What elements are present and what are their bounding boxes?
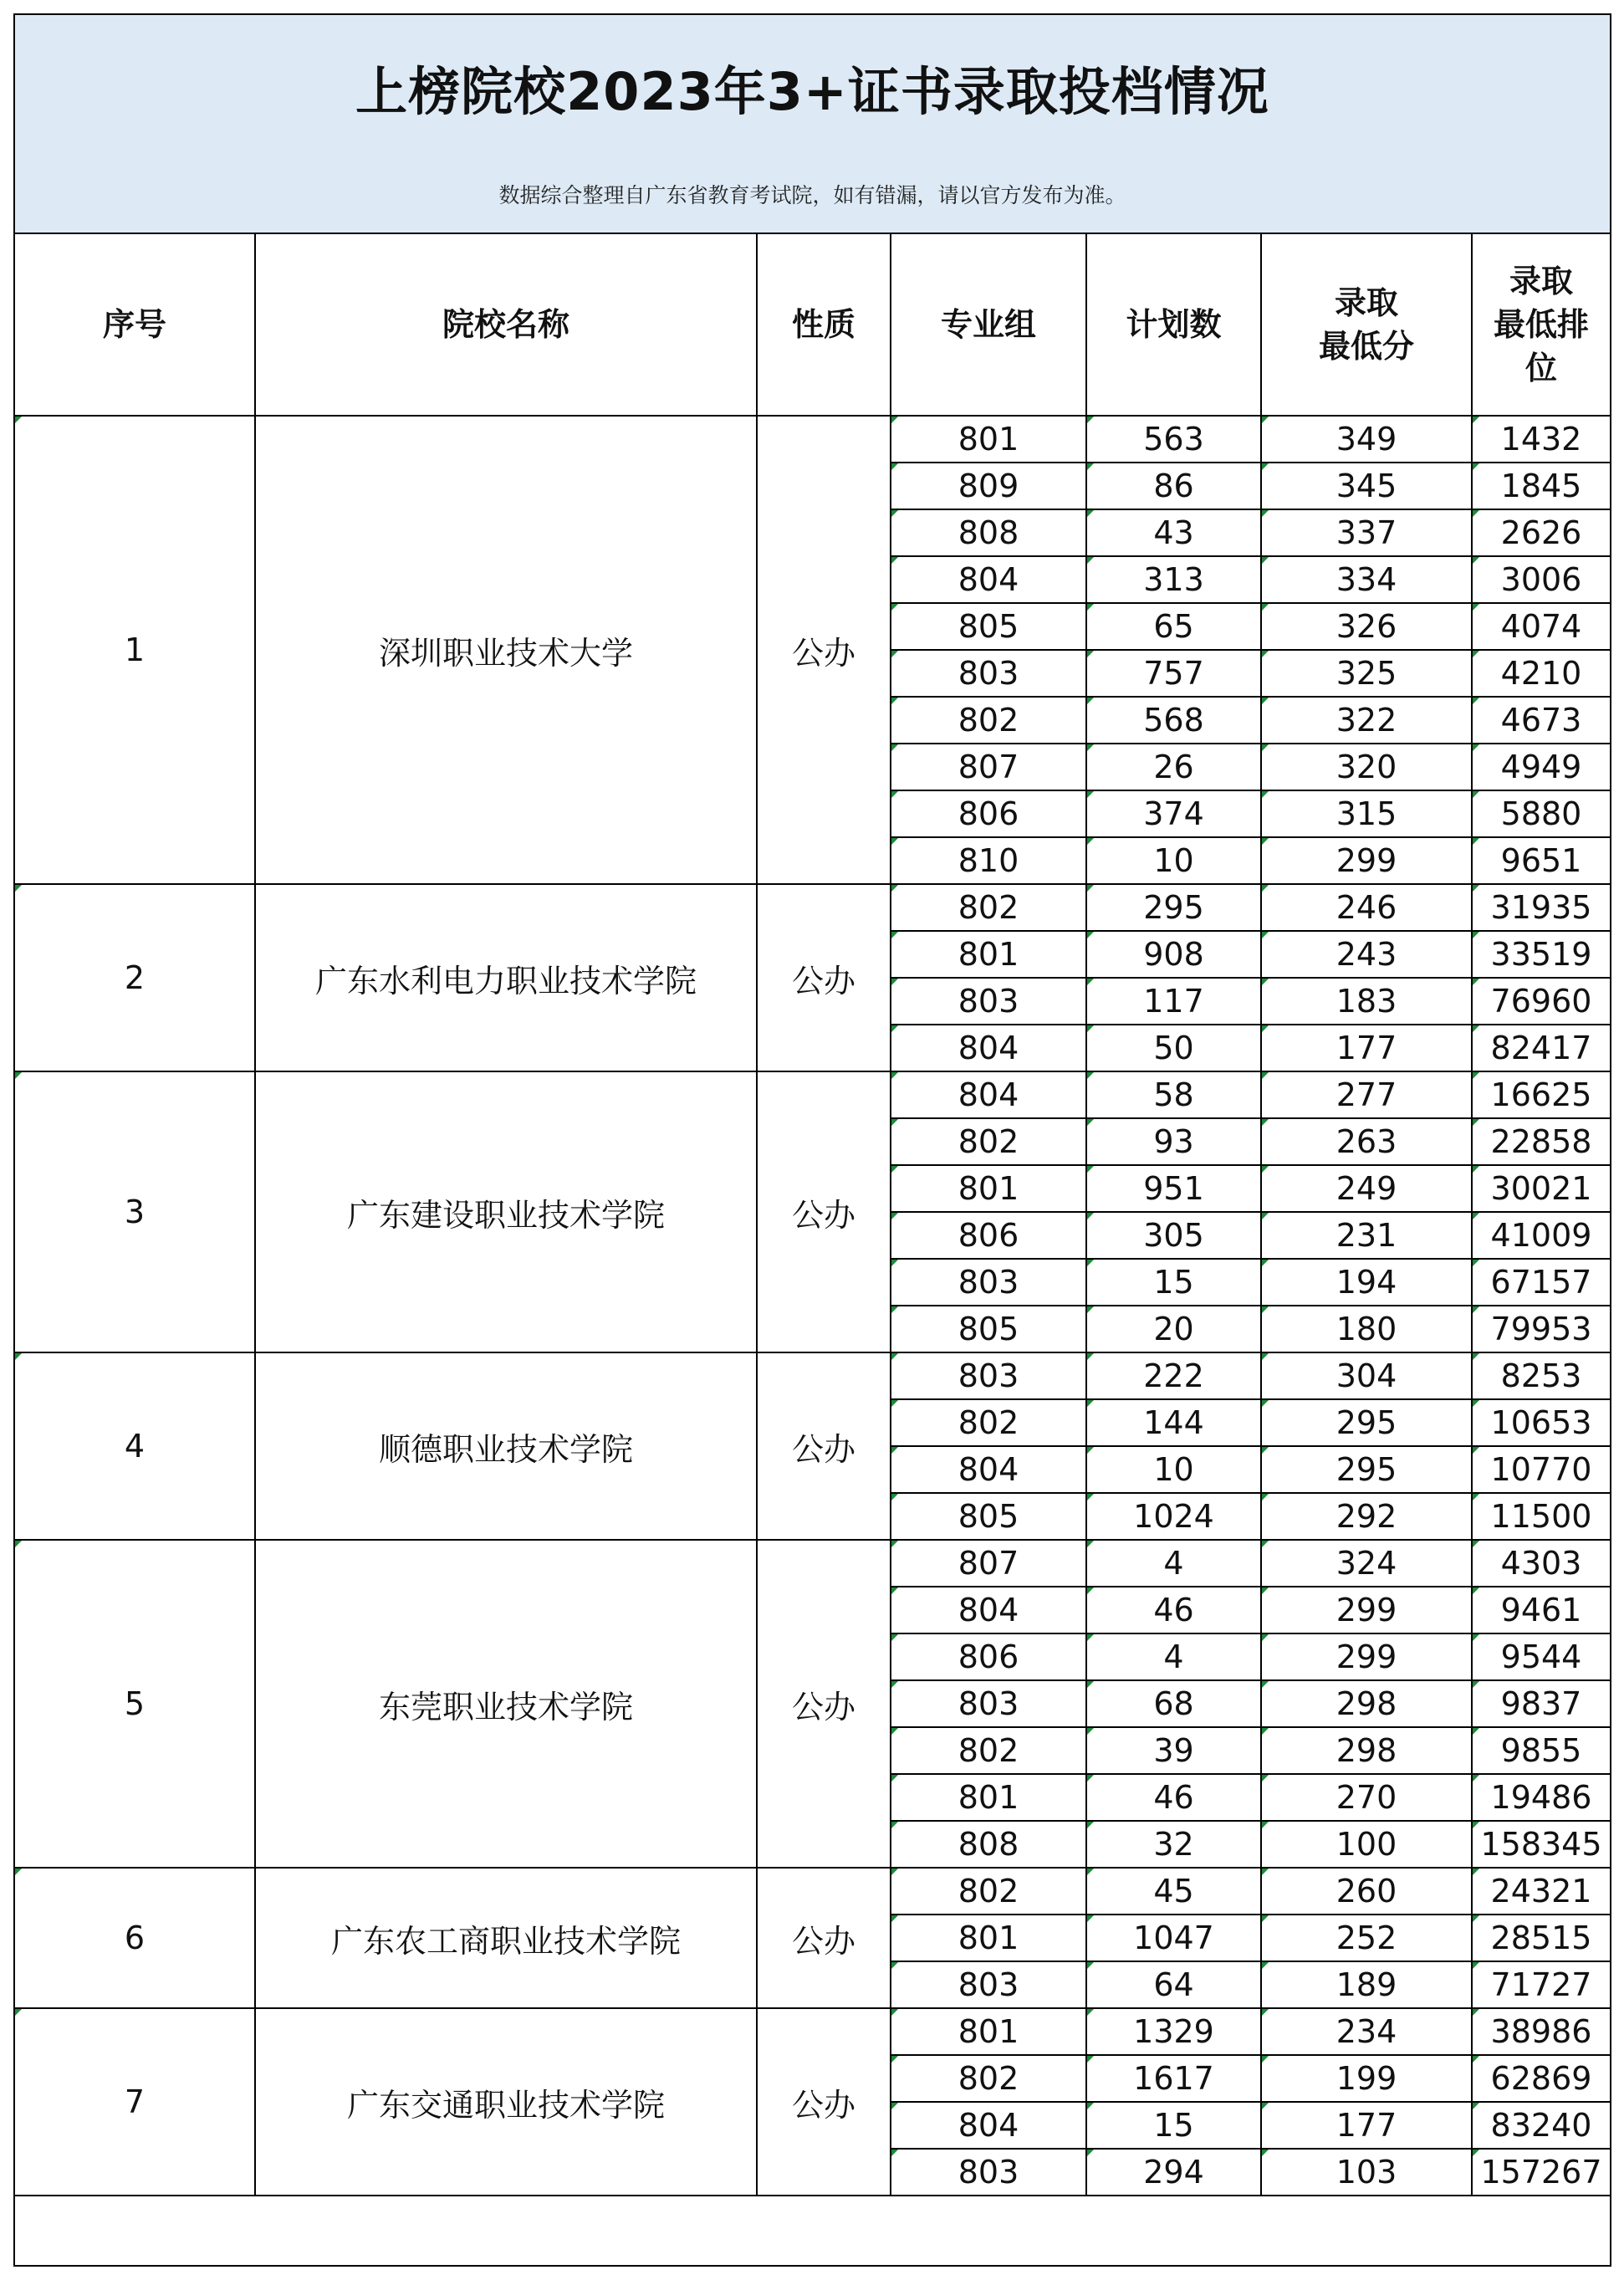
admission-sheet [13,13,1611,2267]
school-name: 顺德职业技术学院 [255,1352,757,1540]
min-rank: 5880 [1472,790,1610,837]
min-score: 349 [1261,416,1472,463]
plan-count: 15 [1086,2102,1261,2149]
school-name: 广东水利电力职业技术学院 [255,884,757,1071]
min-rank: 30021 [1472,1165,1610,1212]
min-score: 345 [1261,463,1472,509]
major-group: 805 [891,603,1086,650]
school-index: 7 [15,2008,255,2196]
min-score: 231 [1261,1212,1472,1259]
min-score: 304 [1261,1352,1472,1399]
min-rank: 11500 [1472,1493,1610,1540]
col-header-group: 专业组 [891,234,1086,416]
school-type: 公办 [757,416,891,884]
min-score: 325 [1261,650,1472,697]
major-group: 803 [891,1680,1086,1727]
plan-count: 26 [1086,744,1261,790]
major-group: 803 [891,1352,1086,1399]
plan-count: 313 [1086,556,1261,603]
plan-count: 32 [1086,1821,1261,1868]
plan-count: 144 [1086,1399,1261,1446]
min-score: 246 [1261,884,1472,931]
min-score: 260 [1261,1868,1472,1915]
school-index: 4 [15,1352,255,1540]
min-rank: 4949 [1472,744,1610,790]
plan-count: 46 [1086,1774,1261,1821]
plan-count: 45 [1086,1868,1261,1915]
plan-count: 295 [1086,884,1261,931]
min-score: 324 [1261,1540,1472,1587]
major-group: 803 [891,650,1086,697]
plan-count: 64 [1086,1961,1261,2008]
major-group: 806 [891,1212,1086,1259]
major-group: 804 [891,556,1086,603]
min-score: 295 [1261,1399,1472,1446]
min-rank: 71727 [1472,1961,1610,2008]
min-score: 270 [1261,1774,1472,1821]
school-type: 公办 [757,1868,891,2008]
min-rank: 28515 [1472,1915,1610,1961]
plan-count: 1617 [1086,2055,1261,2102]
major-group: 804 [891,1071,1086,1118]
major-group: 808 [891,1821,1086,1868]
min-score: 183 [1261,978,1472,1025]
min-rank: 38986 [1472,2008,1610,2055]
min-rank: 31935 [1472,884,1610,931]
col-header-school: 院校名称 [255,234,757,416]
plan-count: 20 [1086,1306,1261,1352]
min-score: 298 [1261,1680,1472,1727]
major-group: 802 [891,884,1086,931]
min-score: 322 [1261,697,1472,744]
min-score: 299 [1261,1587,1472,1633]
min-rank: 157267 [1472,2149,1610,2196]
table-row [15,2008,1610,2055]
major-group: 806 [891,790,1086,837]
major-group: 801 [891,1165,1086,1212]
min-rank: 83240 [1472,2102,1610,2149]
min-score: 103 [1261,2149,1472,2196]
table-row [15,1540,1610,1587]
plan-count: 10 [1086,1446,1261,1493]
plan-count: 294 [1086,2149,1261,2196]
school-index: 2 [15,884,255,1071]
plan-count: 117 [1086,978,1261,1025]
min-rank: 4210 [1472,650,1610,697]
min-score: 252 [1261,1915,1472,1961]
plan-count: 4 [1086,1633,1261,1680]
major-group: 802 [891,1118,1086,1165]
plan-count: 50 [1086,1025,1261,1071]
min-rank: 4673 [1472,697,1610,744]
school-type: 公办 [757,884,891,1071]
min-rank: 4303 [1472,1540,1610,1587]
major-group: 809 [891,463,1086,509]
major-group: 805 [891,1306,1086,1352]
min-rank: 8253 [1472,1352,1610,1399]
plan-count: 46 [1086,1587,1261,1633]
major-group: 803 [891,978,1086,1025]
col-header-type: 性质 [757,234,891,416]
plan-count: 1024 [1086,1493,1261,1540]
plan-count: 1329 [1086,2008,1261,2055]
min-score: 199 [1261,2055,1472,2102]
major-group: 806 [891,1633,1086,1680]
min-rank: 1845 [1472,463,1610,509]
plan-count: 563 [1086,416,1261,463]
min-score: 100 [1261,1821,1472,1868]
major-group: 801 [891,416,1086,463]
min-rank: 3006 [1472,556,1610,603]
plan-count: 374 [1086,790,1261,837]
min-rank: 4074 [1472,603,1610,650]
school-name: 深圳职业技术大学 [255,416,757,884]
min-rank: 76960 [1472,978,1610,1025]
min-rank: 1432 [1472,416,1610,463]
plan-count: 305 [1086,1212,1261,1259]
major-group: 801 [891,1915,1086,1961]
min-score: 326 [1261,603,1472,650]
min-score: 292 [1261,1493,1472,1540]
min-rank: 9651 [1472,837,1610,884]
min-rank: 16625 [1472,1071,1610,1118]
major-group: 801 [891,931,1086,978]
plan-count: 39 [1086,1727,1261,1774]
school-name: 广东农工商职业技术学院 [255,1868,757,2008]
min-rank: 2626 [1472,509,1610,556]
school-name: 东莞职业技术学院 [255,1540,757,1868]
min-score: 295 [1261,1446,1472,1493]
min-score: 315 [1261,790,1472,837]
plan-count: 68 [1086,1680,1261,1727]
min-score: 334 [1261,556,1472,603]
major-group: 805 [891,1493,1086,1540]
min-rank: 24321 [1472,1868,1610,1915]
header-banner [15,15,1610,234]
min-score: 189 [1261,1961,1472,2008]
major-group: 802 [891,1727,1086,1774]
min-score: 177 [1261,2102,1472,2149]
col-header-min-score: 录取 最低分 [1261,234,1472,416]
plan-count: 86 [1086,463,1261,509]
page-title: 上榜院校2023年3+证书录取投档情况 [355,61,1269,122]
plan-count: 58 [1086,1071,1261,1118]
col-header-index: 序号 [15,234,255,416]
min-score: 180 [1261,1306,1472,1352]
school-type: 公办 [757,1352,891,1540]
major-group: 804 [891,1587,1086,1633]
school-name: 广东建设职业技术学院 [255,1071,757,1352]
admission-table [15,234,1610,2196]
table-body [15,416,1610,2196]
table-row [15,1868,1610,1915]
major-group: 801 [891,2008,1086,2055]
min-score: 298 [1261,1727,1472,1774]
major-group: 802 [891,2055,1086,2102]
source-note: 数据综合整理自广东省教育考试院，如有错漏，请以官方发布为准。 [498,183,1126,207]
min-score: 320 [1261,744,1472,790]
min-score: 277 [1261,1071,1472,1118]
major-group: 802 [891,1868,1086,1915]
min-rank: 79953 [1472,1306,1610,1352]
min-rank: 10653 [1472,1399,1610,1446]
school-index: 5 [15,1540,255,1868]
major-group: 802 [891,1399,1086,1446]
min-score: 249 [1261,1165,1472,1212]
min-score: 177 [1261,1025,1472,1071]
school-index: 6 [15,1868,255,2008]
school-name: 广东交通职业技术学院 [255,2008,757,2196]
major-group: 801 [891,1774,1086,1821]
major-group: 802 [891,697,1086,744]
min-rank: 158345 [1472,1821,1610,1868]
plan-count: 568 [1086,697,1261,744]
plan-count: 65 [1086,603,1261,650]
table-row [15,1071,1610,1118]
min-rank: 82417 [1472,1025,1610,1071]
plan-count: 757 [1086,650,1261,697]
school-type: 公办 [757,1540,891,1868]
plan-count: 10 [1086,837,1261,884]
min-score: 243 [1261,931,1472,978]
header-row [15,234,1610,416]
min-score: 234 [1261,2008,1472,2055]
min-rank: 67157 [1472,1259,1610,1306]
plan-count: 93 [1086,1118,1261,1165]
min-rank: 62869 [1472,2055,1610,2102]
major-group: 803 [891,2149,1086,2196]
major-group: 808 [891,509,1086,556]
plan-count: 1047 [1086,1915,1261,1961]
col-header-min-rank: 录取 最低排 位 [1472,234,1610,416]
min-rank: 9461 [1472,1587,1610,1633]
min-score: 194 [1261,1259,1472,1306]
min-rank: 10770 [1472,1446,1610,1493]
major-group: 810 [891,837,1086,884]
min-rank: 33519 [1472,931,1610,978]
school-type: 公办 [757,1071,891,1352]
table-row [15,1352,1610,1399]
major-group: 804 [891,1446,1086,1493]
min-rank: 9544 [1472,1633,1610,1680]
min-rank: 9837 [1472,1680,1610,1727]
plan-count: 222 [1086,1352,1261,1399]
major-group: 804 [891,1025,1086,1071]
major-group: 804 [891,2102,1086,2149]
table-row [15,884,1610,931]
school-index: 3 [15,1071,255,1352]
major-group: 803 [891,1259,1086,1306]
major-group: 803 [891,1961,1086,2008]
school-index: 1 [15,416,255,884]
plan-count: 4 [1086,1540,1261,1587]
col-header-plan: 计划数 [1086,234,1261,416]
plan-count: 43 [1086,509,1261,556]
min-score: 299 [1261,837,1472,884]
plan-count: 15 [1086,1259,1261,1306]
major-group: 807 [891,744,1086,790]
school-type: 公办 [757,2008,891,2196]
min-score: 263 [1261,1118,1472,1165]
plan-count: 951 [1086,1165,1261,1212]
min-rank: 9855 [1472,1727,1610,1774]
min-score: 299 [1261,1633,1472,1680]
plan-count: 908 [1086,931,1261,978]
min-rank: 22858 [1472,1118,1610,1165]
table-row [15,416,1610,463]
major-group: 807 [891,1540,1086,1587]
min-rank: 19486 [1472,1774,1610,1821]
min-rank: 41009 [1472,1212,1610,1259]
min-score: 337 [1261,509,1472,556]
